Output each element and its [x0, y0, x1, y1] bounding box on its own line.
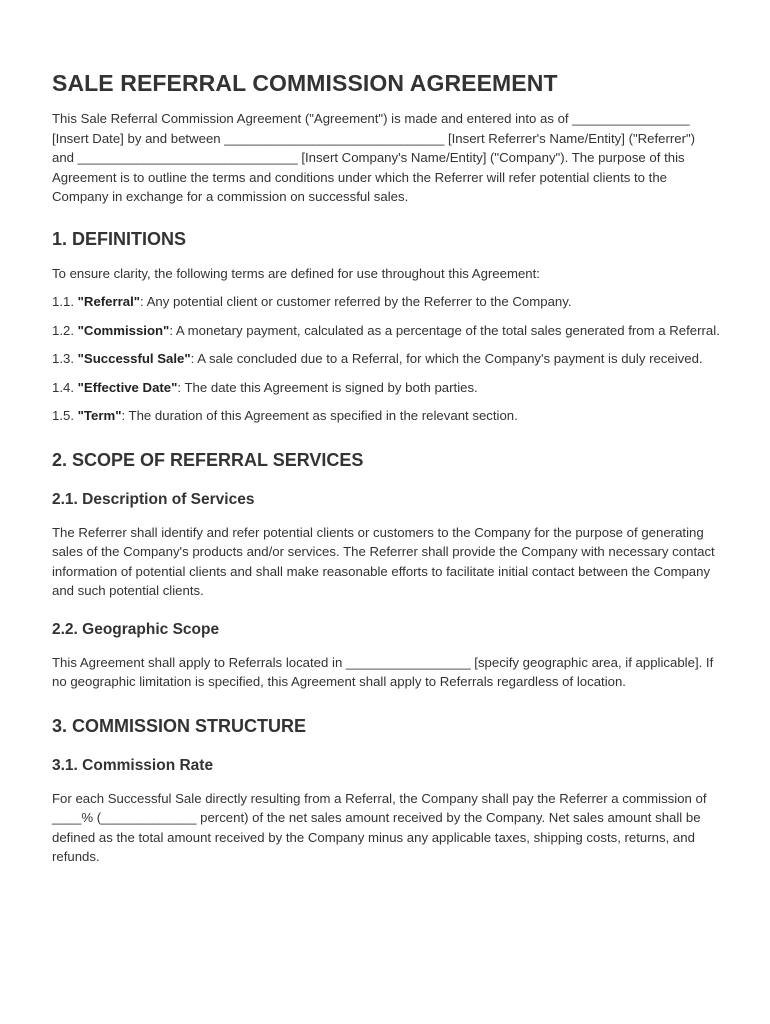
definition-item [52, 349, 720, 369]
definition-text: : Any potential client or customer referred by the Referrer to the Company. [140, 294, 572, 309]
definition-text: : A sale concluded due to a Referral, for which the Company's payment is duly received. [190, 351, 703, 366]
document-title: SALE REFERRAL COMMISSION AGREEMENT [52, 70, 558, 96]
geographic-paragraph: This Agreement shall apply to Referrals located in _________________ [specify geographic area, if applicable]. If no geographic limitation is specified, this Agreement shall apply to Referrals regardless of location. [52, 654, 714, 689]
definition-number: 1.2. [52, 322, 74, 338]
section-heading-commission: 3. COMMISSION STRUCTURE [52, 715, 307, 736]
definition-item [52, 321, 720, 341]
definition-number: 1.4. [52, 379, 74, 395]
intro-paragraph: This Sale Referral Commission Agreement ("Agreement") is made and entered into as of ________________ [Insert Date] by and between ______________________________ [Insert Referrer's Name/Entity] ("Referrer") and ______________________________ [Insert Company's Name/Entity] ("Company"). The purpose of this Agreement is to outline the terms and conditions under which the Referrer will refer potential clients to the Company in exchange for a commission on successful sales. [52, 111, 696, 204]
definitions-lead: To ensure clarity, the following terms are defined for use throughout this Agreement: [52, 265, 540, 281]
subsection-heading-geographic: 2.2. Geographic Scope [52, 620, 220, 638]
definition-text: : The duration of this Agreement as specified in the relevant section. [121, 408, 518, 423]
subsection-heading-rate: 3.1. Commission Rate [52, 756, 214, 774]
definition-term: "Successful Sale" [77, 351, 191, 366]
definition-item [52, 406, 720, 426]
definition-item [52, 378, 720, 398]
description-paragraph: The Referrer shall identify and refer potential clients or customers to the Company for the purpose of generating sales of the Company's products and/or services. The Referrer shall provide the Company with necessary contact information of potential clients and shall make reasonable efforts to facilitate initial contact between the Company and such potential clients. [52, 524, 715, 598]
section-heading-scope: 2. SCOPE OF REFERRAL SERVICES [52, 449, 364, 470]
definition-term: "Commission" [77, 322, 170, 338]
definition-text: : The date this Agreement is signed by both parties. [177, 379, 478, 395]
definition-number: 1.5. [52, 408, 74, 423]
definition-number: 1.3. [52, 351, 74, 366]
definition-text: : A monetary payment, calculated as a percentage of the total sales generated from a Referral. [169, 322, 720, 338]
rate-paragraph: For each Successful Sale directly resulting from a Referral, the Company shall pay the Referrer a commission of ____% (_____________ percent) of the net sales amount received by the Company. Net sales amount shall be defined as the total amount received by the Company minus any applicable taxes, shipping costs, returns, and refunds. [52, 790, 707, 864]
definition-term: "Effective Date" [77, 379, 178, 395]
definition-item [52, 292, 720, 312]
definition-term: "Term" [77, 408, 122, 423]
definition-number: 1.1. [52, 294, 74, 309]
section-heading-definitions: 1. DEFINITIONS [52, 228, 187, 249]
subsection-heading-description: 2.1. Description of Services [52, 490, 255, 508]
definition-term: "Referral" [77, 294, 141, 309]
